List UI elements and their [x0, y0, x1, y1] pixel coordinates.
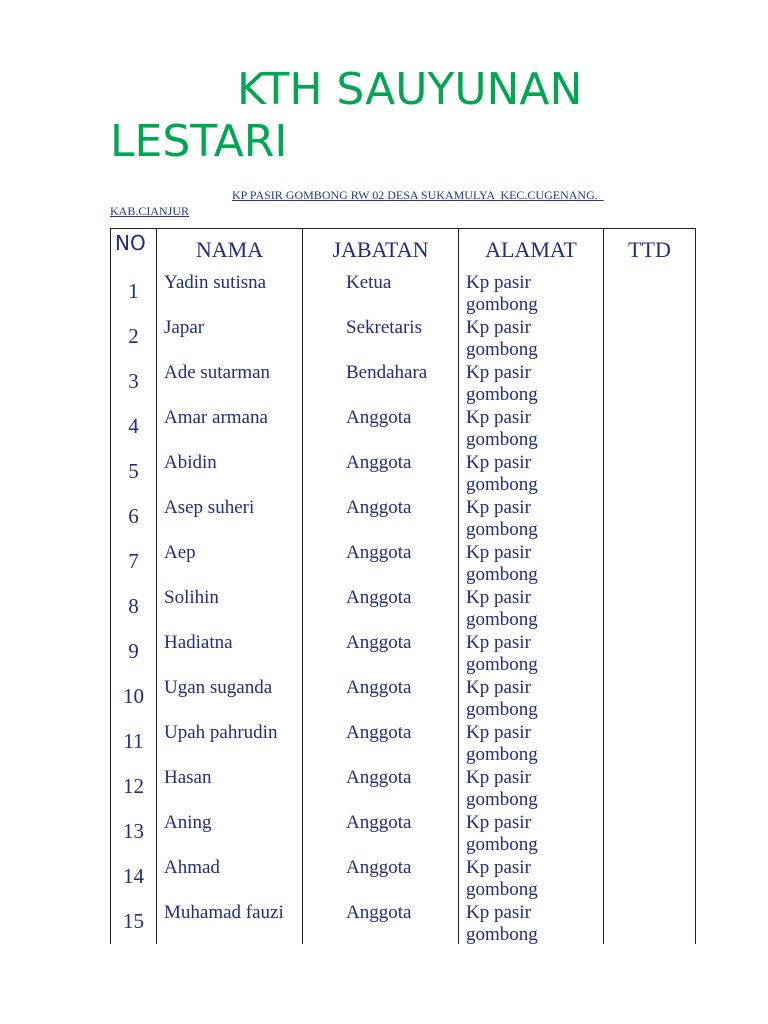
member-position: Anggota	[303, 451, 459, 496]
signature-cell	[604, 316, 696, 361]
row-number: 6	[111, 496, 157, 541]
member-address: Kp pasir gombong	[459, 451, 604, 496]
member-name: Yadin sutisna	[157, 271, 303, 316]
member-name: Japar	[157, 316, 303, 361]
member-position: Anggota	[303, 631, 459, 676]
row-number: 3	[111, 361, 157, 406]
member-position: Anggota	[303, 856, 459, 901]
table-header	[111, 229, 696, 271]
address-line: KP PASIR GOMBONG RW 02 DESA SUKAMULYA KEC.CUGENANG. KAB.CIANJUR	[110, 188, 604, 218]
table-row	[111, 406, 696, 451]
row-number: 7	[111, 541, 157, 586]
member-position: Anggota	[303, 496, 459, 541]
member-position: Anggota	[303, 721, 459, 766]
signature-cell	[604, 271, 696, 316]
signature-cell	[604, 631, 696, 676]
header-jabatan: JABATAN	[303, 229, 459, 271]
member-position: Anggota	[303, 541, 459, 586]
row-number: 11	[111, 721, 157, 766]
member-position: Anggota	[303, 811, 459, 856]
member-address: Kp pasir gombong	[459, 496, 604, 541]
signature-cell	[604, 901, 696, 945]
member-address: Kp pasir gombong	[459, 676, 604, 721]
table-row	[111, 451, 696, 496]
member-name: Abidin	[157, 451, 303, 496]
table-row	[111, 586, 696, 631]
signature-cell	[604, 361, 696, 406]
row-number: 2	[111, 316, 157, 361]
signature-cell	[604, 541, 696, 586]
member-address: Kp pasir gombong	[459, 586, 604, 631]
member-name: Ahmad	[157, 856, 303, 901]
member-name: Hadiatna	[157, 631, 303, 676]
row-number: 14	[111, 856, 157, 901]
member-position: Anggota	[303, 766, 459, 811]
row-number: 13	[111, 811, 157, 856]
row-number: 9	[111, 631, 157, 676]
member-position: Anggota	[303, 676, 459, 721]
signature-cell	[604, 721, 696, 766]
header-alamat: ALAMAT	[459, 229, 604, 271]
member-position: Anggota	[303, 406, 459, 451]
signature-cell	[604, 586, 696, 631]
table-row	[111, 271, 696, 316]
member-name: Solihin	[157, 586, 303, 631]
member-address: Kp pasir gombong	[459, 811, 604, 856]
member-address: Kp pasir gombong	[459, 856, 604, 901]
member-position: Sekretaris	[303, 316, 459, 361]
table-row	[111, 361, 696, 406]
signature-cell	[604, 811, 696, 856]
member-table	[110, 228, 696, 944]
table-row	[111, 901, 696, 945]
signature-cell	[604, 451, 696, 496]
row-number: 1	[111, 271, 157, 316]
member-address: Kp pasir gombong	[459, 271, 604, 316]
member-address: Kp pasir gombong	[459, 361, 604, 406]
signature-cell	[604, 766, 696, 811]
table-row	[111, 811, 696, 856]
document-title: KTH SAUYUNAN LESTARI	[110, 64, 583, 167]
member-address: Kp pasir gombong	[459, 406, 604, 451]
member-name: Upah pahrudin	[157, 721, 303, 766]
member-position: Ketua	[303, 271, 459, 316]
member-name: Aep	[157, 541, 303, 586]
header-row	[111, 229, 696, 271]
member-name: Hasan	[157, 766, 303, 811]
row-number: 8	[111, 586, 157, 631]
table-row	[111, 631, 696, 676]
member-address: Kp pasir gombong	[459, 721, 604, 766]
member-name: Aning	[157, 811, 303, 856]
member-address: Kp pasir gombong	[459, 316, 604, 361]
member-name: Ugan suganda	[157, 676, 303, 721]
table-row	[111, 766, 696, 811]
member-position: Anggota	[303, 586, 459, 631]
row-number: 4	[111, 406, 157, 451]
row-number: 12	[111, 766, 157, 811]
signature-cell	[604, 676, 696, 721]
header-ttd: TTD	[604, 229, 696, 271]
table-body	[111, 271, 696, 945]
member-name: Ade sutarman	[157, 361, 303, 406]
signature-cell	[604, 406, 696, 451]
member-position: Anggota	[303, 901, 459, 945]
table-row	[111, 856, 696, 901]
row-number: 10	[111, 676, 157, 721]
signature-cell	[604, 856, 696, 901]
table-row	[111, 541, 696, 586]
table-row	[111, 676, 696, 721]
table-row	[111, 316, 696, 361]
member-address: Kp pasir gombong	[459, 631, 604, 676]
member-table-container	[110, 228, 696, 944]
member-address: Kp pasir gombong	[459, 901, 604, 945]
header-no: NO	[111, 229, 157, 271]
member-address: Kp pasir gombong	[459, 766, 604, 811]
member-name: Asep suheri	[157, 496, 303, 541]
member-address: Kp pasir gombong	[459, 541, 604, 586]
member-name: Muhamad fauzi	[157, 901, 303, 945]
member-position: Bendahara	[303, 361, 459, 406]
table-row	[111, 496, 696, 541]
row-number: 15	[111, 901, 157, 945]
header-nama: NAMA	[157, 229, 303, 271]
signature-cell	[604, 496, 696, 541]
table-row	[111, 721, 696, 766]
row-number: 5	[111, 451, 157, 496]
member-name: Amar armana	[157, 406, 303, 451]
